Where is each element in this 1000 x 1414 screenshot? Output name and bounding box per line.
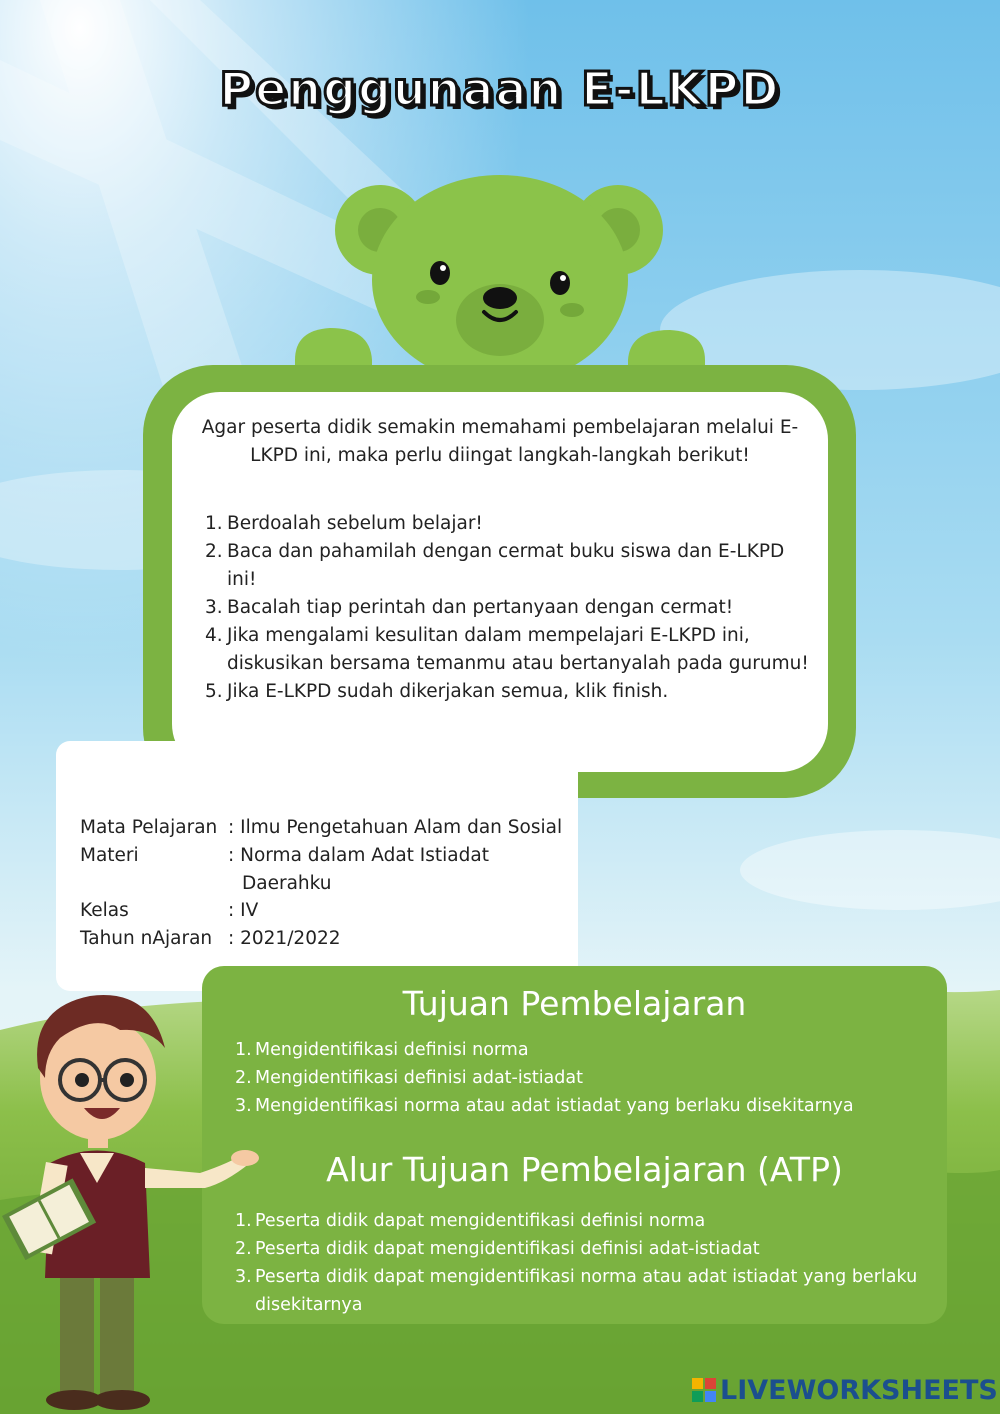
page-title: Penggunaan E-LKPD (219, 62, 781, 116)
intro-text: Agar peserta didik semakin memahami pembelajaran melalui E-LKPD ini, maka perlu diingat langkah-langkah berikut! (201, 417, 799, 466)
info-row-materi-cont: Daerahku (242, 873, 332, 894)
brand-footer (692, 1372, 998, 1408)
step-item: 5. Jika E-LKPD sudah dikerjakan semua, klik finish. (205, 681, 669, 702)
step-item: 3. Bacalah tiap perintah dan pertanyaan dengan cermat! (205, 597, 734, 618)
atp-item: 1. Peserta didik dapat mengidentifikasi definisi norma (235, 1211, 706, 1231)
liveworksheets-logo-icon (692, 1378, 716, 1402)
step-item: 1. Berdoalah sebelum belajar! (205, 513, 483, 534)
tujuan-item: 1. Mengidentifikasi definisi norma (235, 1040, 529, 1060)
tujuan-heading: Tujuan Pembelajaran (402, 984, 747, 1023)
bear-illustration (280, 160, 720, 390)
tujuan-item: 2. Mengidentifikasi definisi adat-istiadat (235, 1068, 583, 1088)
info-row-tahun: Tahun nAjaran : 2021/2022 (80, 928, 341, 949)
atp-item: 2. Peserta didik dapat mengidentifikasi definisi adat-istiadat (235, 1239, 760, 1259)
tujuan-list (232, 1036, 922, 1120)
atp-item: 3. Peserta didik dapat mengidentifikasi norma atau adat istiadat yang berlaku disekitarnya (235, 1267, 918, 1315)
info-row-kelas: Kelas : IV (80, 900, 259, 921)
info-row-materi: Materi : Norma dalam Adat Istiadat (80, 845, 489, 866)
atp-heading: Alur Tujuan Pembelajaran (ATP) (326, 1150, 843, 1189)
step-item: 2. Baca dan pahamilah dengan cermat buku siswa dan E-LKPD ini! (205, 541, 785, 590)
step-item: 4. Jika mengalami kesulitan dalam mempelajari E-LKPD ini, diskusikan bersama temanmu atau bertanyalah pada gurumu! (205, 625, 809, 674)
brand-name: LIVEWORKSHEETS (720, 1374, 998, 1406)
student-illustration (0, 968, 270, 1414)
steps-list (200, 510, 812, 706)
atp-list (232, 1207, 922, 1319)
tujuan-item: 3. Mengidentifikasi norma atau adat istiadat yang berlaku disekitarnya (235, 1096, 854, 1116)
info-row-mapel: Mata Pelajaran : Ilmu Pengetahuan Alam dan Sosial (80, 817, 563, 838)
